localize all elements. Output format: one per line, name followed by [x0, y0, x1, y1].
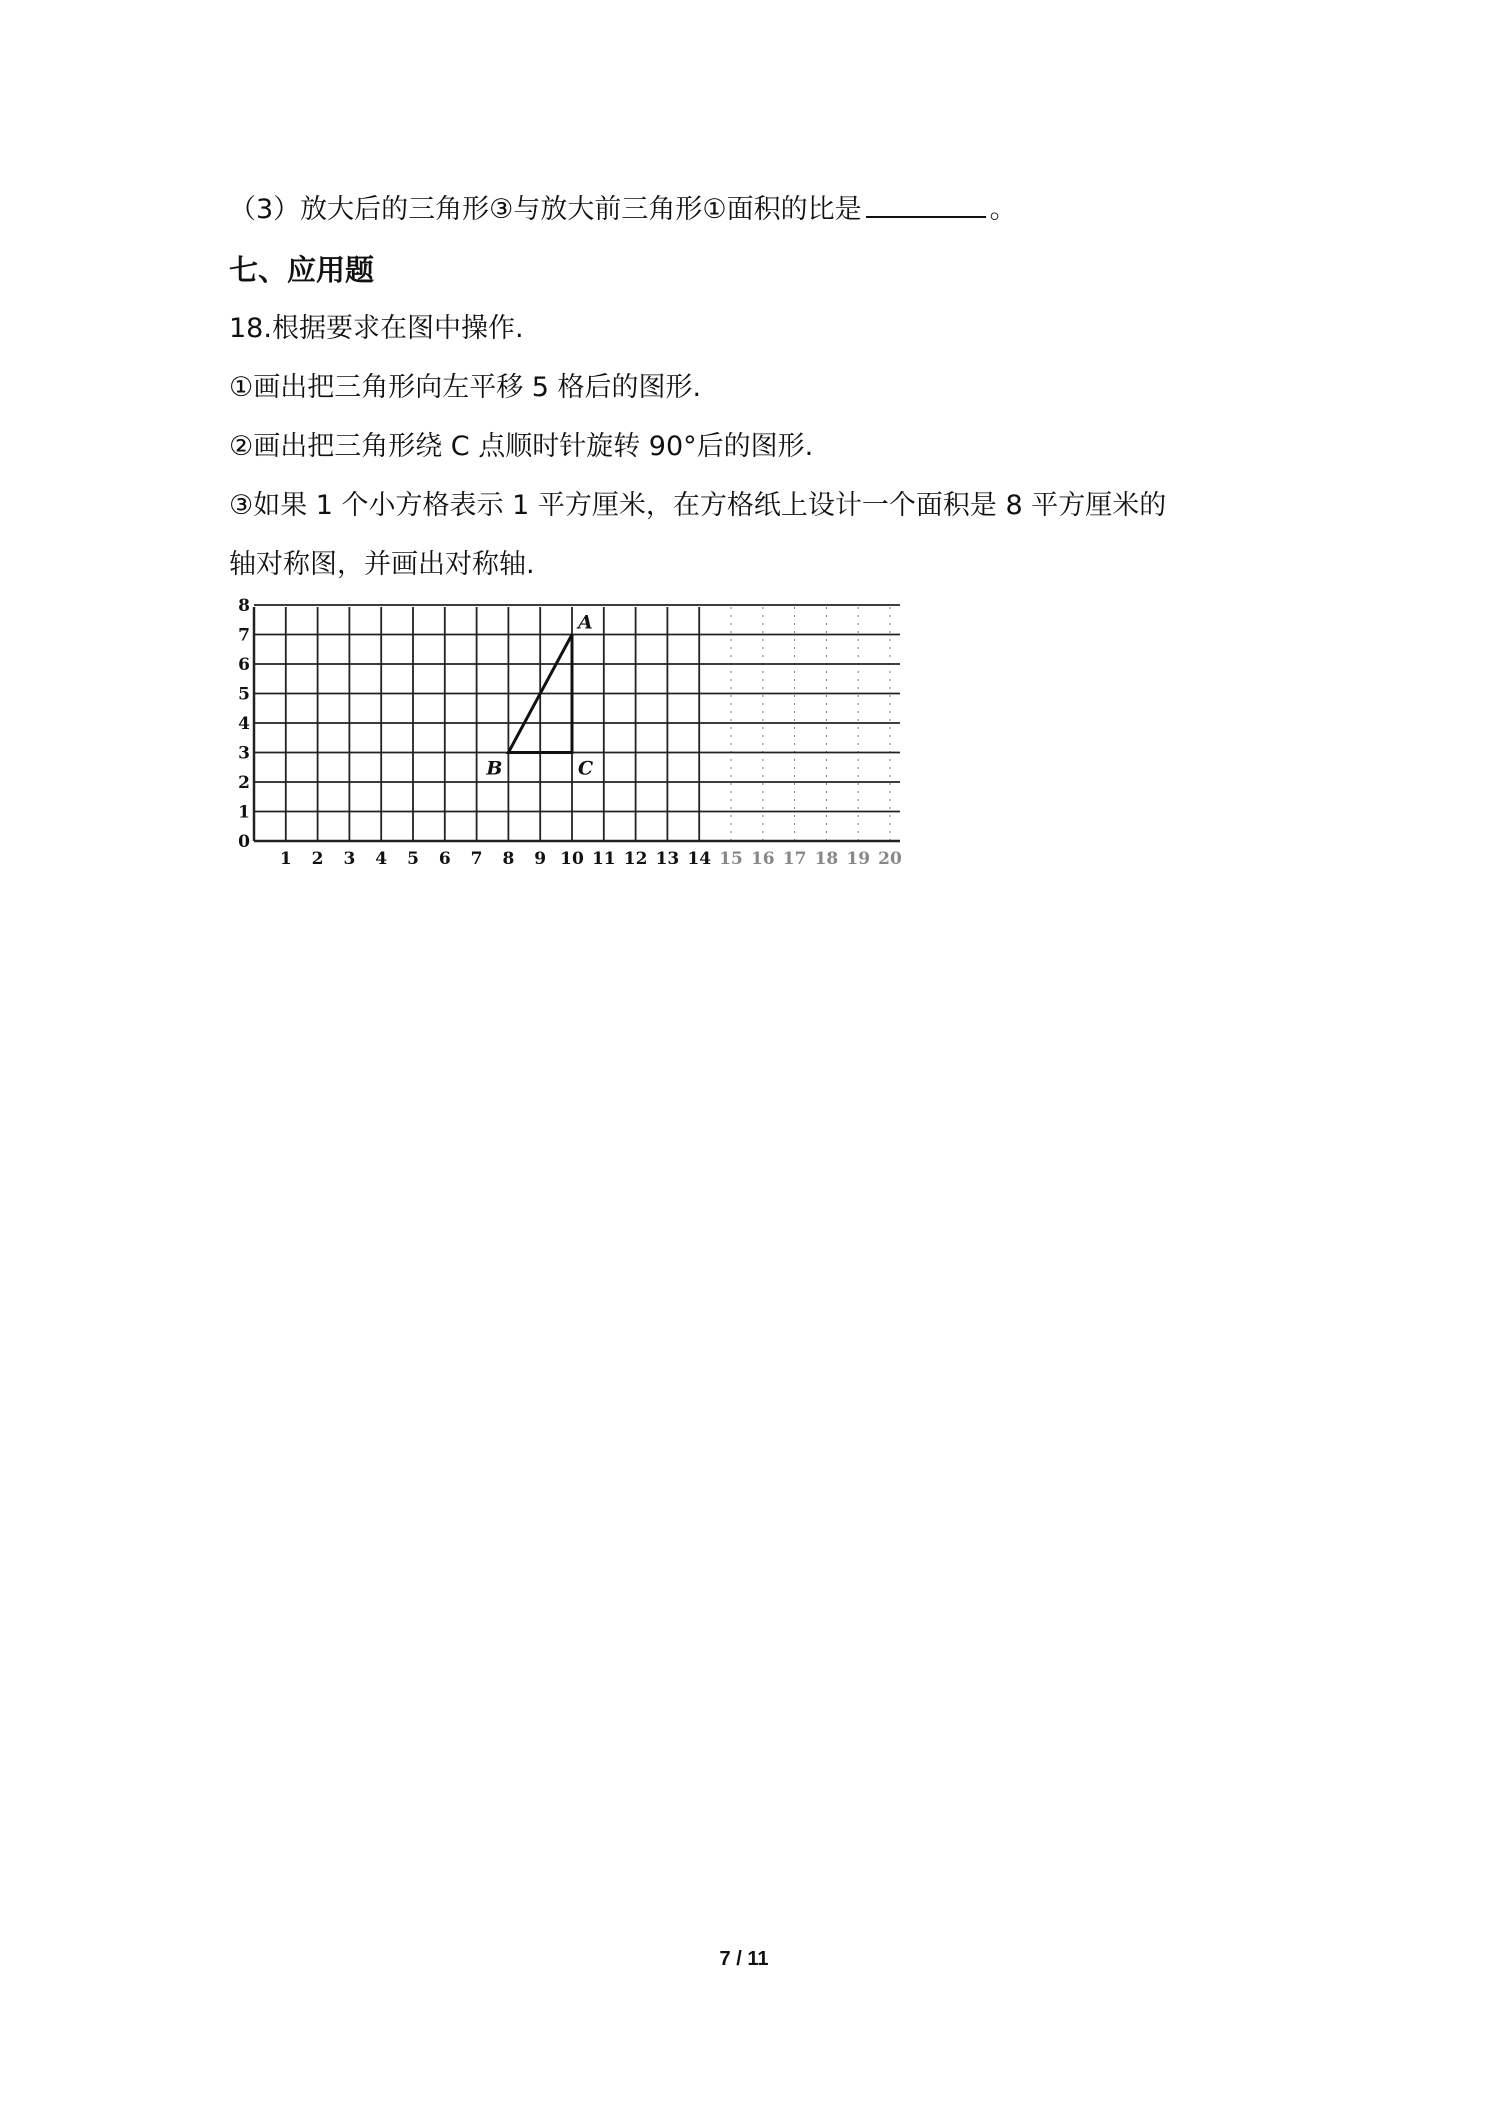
x-tick-label: 16: [750, 849, 775, 869]
y-tick-label: 2: [238, 773, 250, 793]
y-tick-label: 3: [238, 743, 250, 764]
x-tick-label: 11: [591, 849, 616, 869]
vertex-label-a: A: [578, 611, 593, 634]
x-tick-label: 5: [407, 849, 419, 869]
answer-blank[interactable]: [866, 190, 986, 218]
x-tick-label: 4: [375, 849, 388, 869]
page-number: 7 / 11: [719, 1948, 769, 1970]
x-tick-label: 20: [878, 849, 902, 869]
grid-figure: [232, 596, 912, 872]
y-tick-label: 6: [238, 655, 250, 675]
x-tick-label: 9: [534, 849, 547, 869]
x-tick-label: 13: [655, 849, 680, 869]
section-heading: 七、应用题: [229, 253, 375, 287]
question-part3: [229, 190, 1017, 230]
x-tick-label: 2: [311, 849, 324, 869]
x-tick-label: 14: [687, 849, 712, 869]
x-tick-label: 15: [719, 849, 743, 869]
question18-title: 18.根据要求在图中操作.: [229, 313, 524, 344]
y-tick-label: 8: [238, 596, 250, 616]
x-tick-label: 1: [279, 849, 292, 869]
x-tick-label: 10: [560, 849, 584, 869]
question18-item1: ①画出把三角形向左平移 5 格后的图形.: [229, 372, 702, 403]
y-tick-label: 7: [238, 625, 250, 646]
y-tick-label: 4: [238, 714, 250, 734]
question18-item3-line2: 轴对称图，并画出对称轴.: [229, 549, 535, 580]
question-part3-text: （3）放大后的三角形③与放大前三角形①面积的比是: [229, 194, 862, 225]
question-part3-end: 。: [989, 194, 1017, 225]
y-tick-label: 1: [238, 802, 250, 823]
y-tick-label: 5: [238, 684, 250, 705]
x-tick-label: 3: [343, 849, 356, 869]
x-tick-label: 8: [502, 849, 515, 869]
vertex-label-c: C: [578, 757, 594, 780]
x-tick-label: 6: [438, 849, 451, 869]
y-tick-label: 0: [238, 832, 250, 852]
x-tick-label: 18: [814, 849, 839, 869]
vertex-label-b: B: [486, 757, 503, 780]
x-tick-label: 19: [846, 849, 871, 869]
x-tick-label: 7: [470, 849, 483, 869]
question18-item3-line1: ③如果 1 个小方格表示 1 平方厘米，在方格纸上设计一个面积是 8 平方厘米的: [229, 490, 1167, 521]
question18-item2: ②画出把三角形绕 C 点顺时针旋转 90°后的图形.: [229, 431, 814, 462]
x-tick-label: 17: [782, 849, 807, 869]
x-tick-label: 12: [623, 849, 648, 869]
